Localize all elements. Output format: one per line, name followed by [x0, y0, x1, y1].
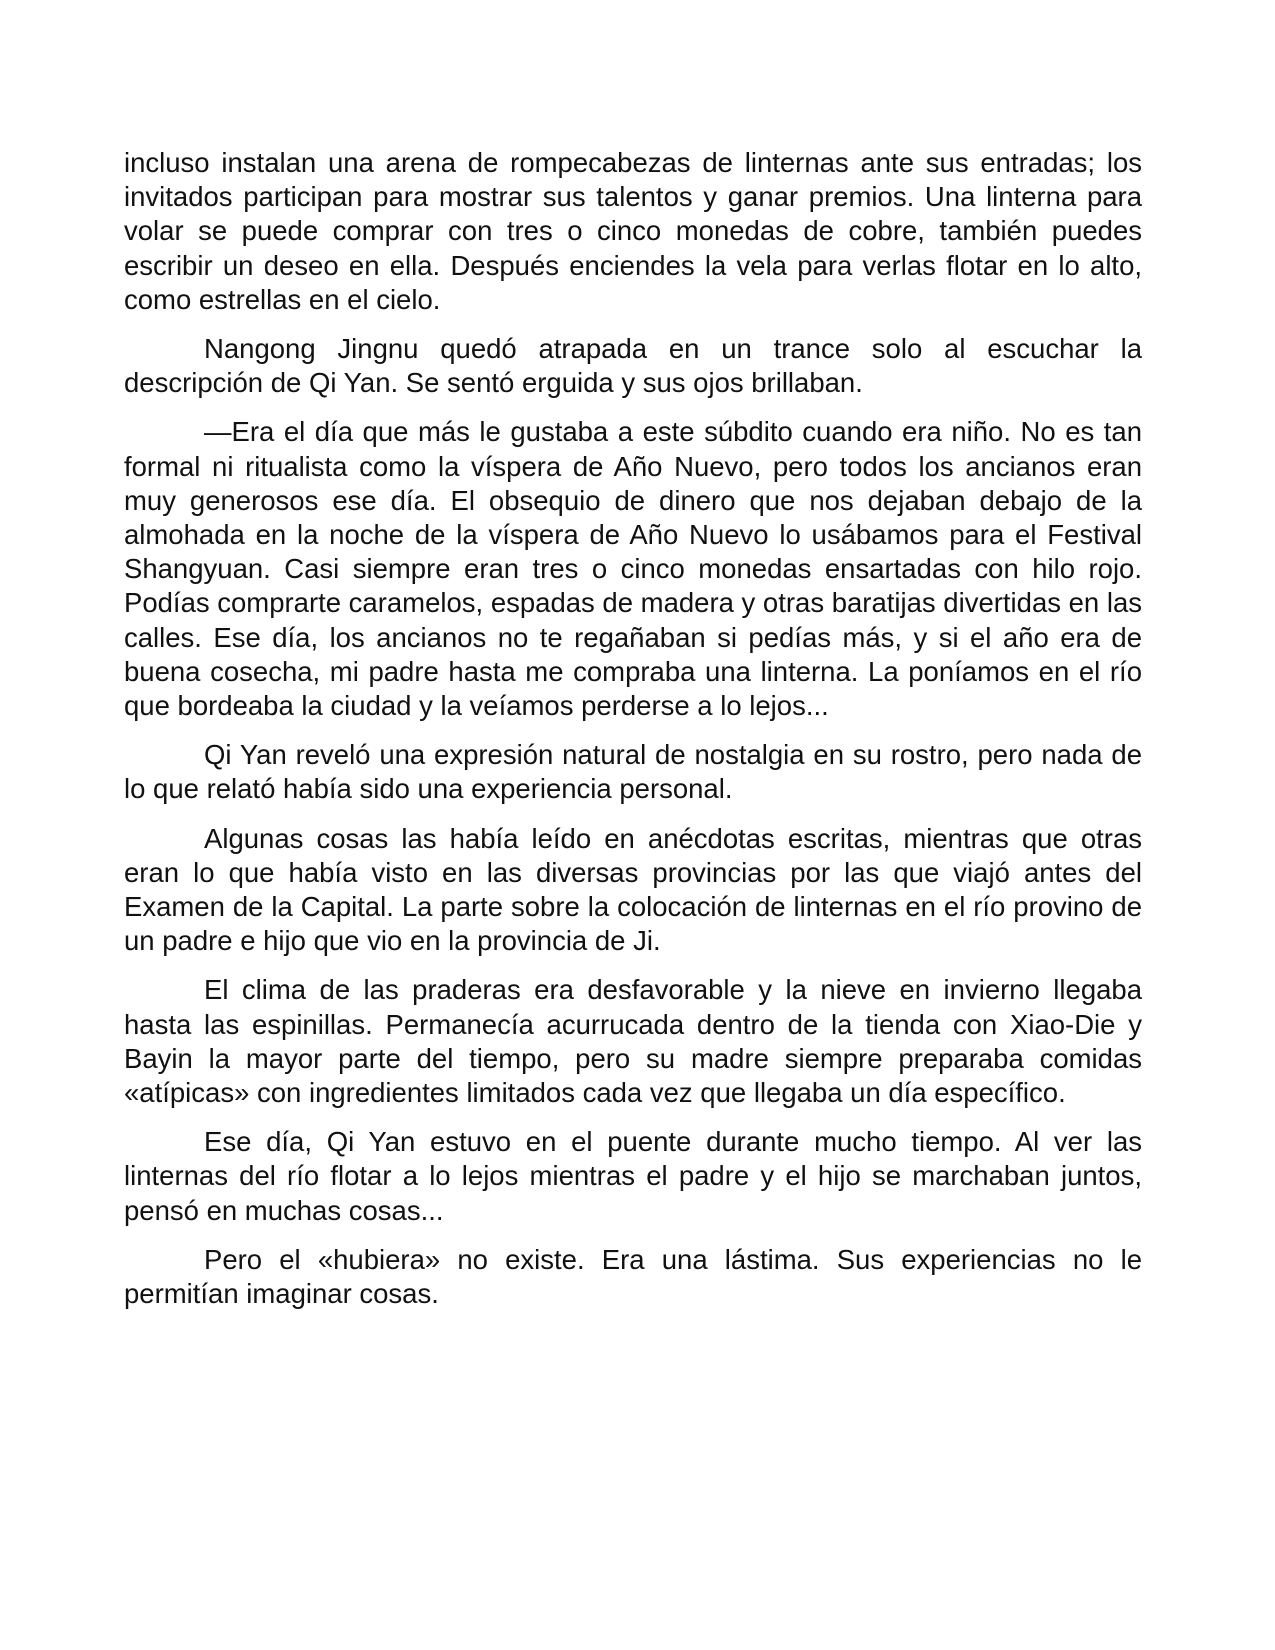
paragraph: Qi Yan reveló una expresión natural de nostalgia en su rostro, pero nada de lo que relató había sido una experiencia personal.: [124, 739, 1142, 805]
paragraph: Pero el «hubiera» no existe. Era una lástima. Sus experiencias no le permitían imaginar cosas.: [124, 1243, 1142, 1310]
paragraph: Nangong Jingnu quedó atrapada en un trance solo al escuchar la descripción de Qi Yan. Se sentó erguida y sus ojos brillaban.: [124, 333, 1142, 399]
paragraph: Ese día, Qi Yan estuvo en el puente durante mucho tiempo. Al ver las linternas del río flotar a lo lejos mientras el padre y el hijo se marchaban juntos, pensó en muchas cosas...: [124, 1126, 1142, 1226]
paragraph: El clima de las praderas era desfavorable y la nieve en invierno llegaba hasta las espinillas. Permanecía acurrucada dentro de la tienda con Xiao-Die y Bayin la mayor parte del tiempo, pero su madre siempre preparaba comidas «atípicas» con ingredientes limitados cada vez que llegaba un día específico.: [124, 974, 1142, 1109]
paragraph: —Era el día que más le gustaba a este súbdito cuando era niño. No es tan formal ni ritualista como la víspera de Año Nuevo, pero todos los ancianos eran muy generosos ese día. El obsequio de dinero que nos dejaban debajo de la almohada en la noche de la víspera de Año Nuevo lo usábamos para el Festival Shangyuan. Casi siempre eran tres o cinco monedas ensartadas con hilo rojo. Podías comprarte caramelos, espadas de madera y otras baratijas divertidas en las calles. Ese día, los ancianos no te regañaban si pedías más, y si el año era de buena cosecha, mi padre hasta me compraba una linterna. La poníamos en el río que bordeaba la ciudad y la veíamos perderse a lo lejos...: [124, 416, 1143, 722]
paragraph: incluso instalan una arena de rompecabezas de linternas ante sus entradas; los invitados participan para mostrar sus talentos y ganar premios. Una linterna para volar se puede comprar con tres o cinco monedas de cobre, también puedes escribir un deseo en ella. Después enciendes la vela para verlas flotar en lo alto, como estrellas en el cielo.: [124, 147, 1142, 315]
paragraph: Algunas cosas las había leído en anécdotas escritas, mientras que otras eran lo que había visto en las diversas provincias por las que viajó antes del Examen de la Capital. La parte sobre la colocación de linternas en el río provino de un padre e hijo que vio en la provincia de Ji.: [124, 822, 1142, 957]
body-text: [124, 146, 1142, 1326]
